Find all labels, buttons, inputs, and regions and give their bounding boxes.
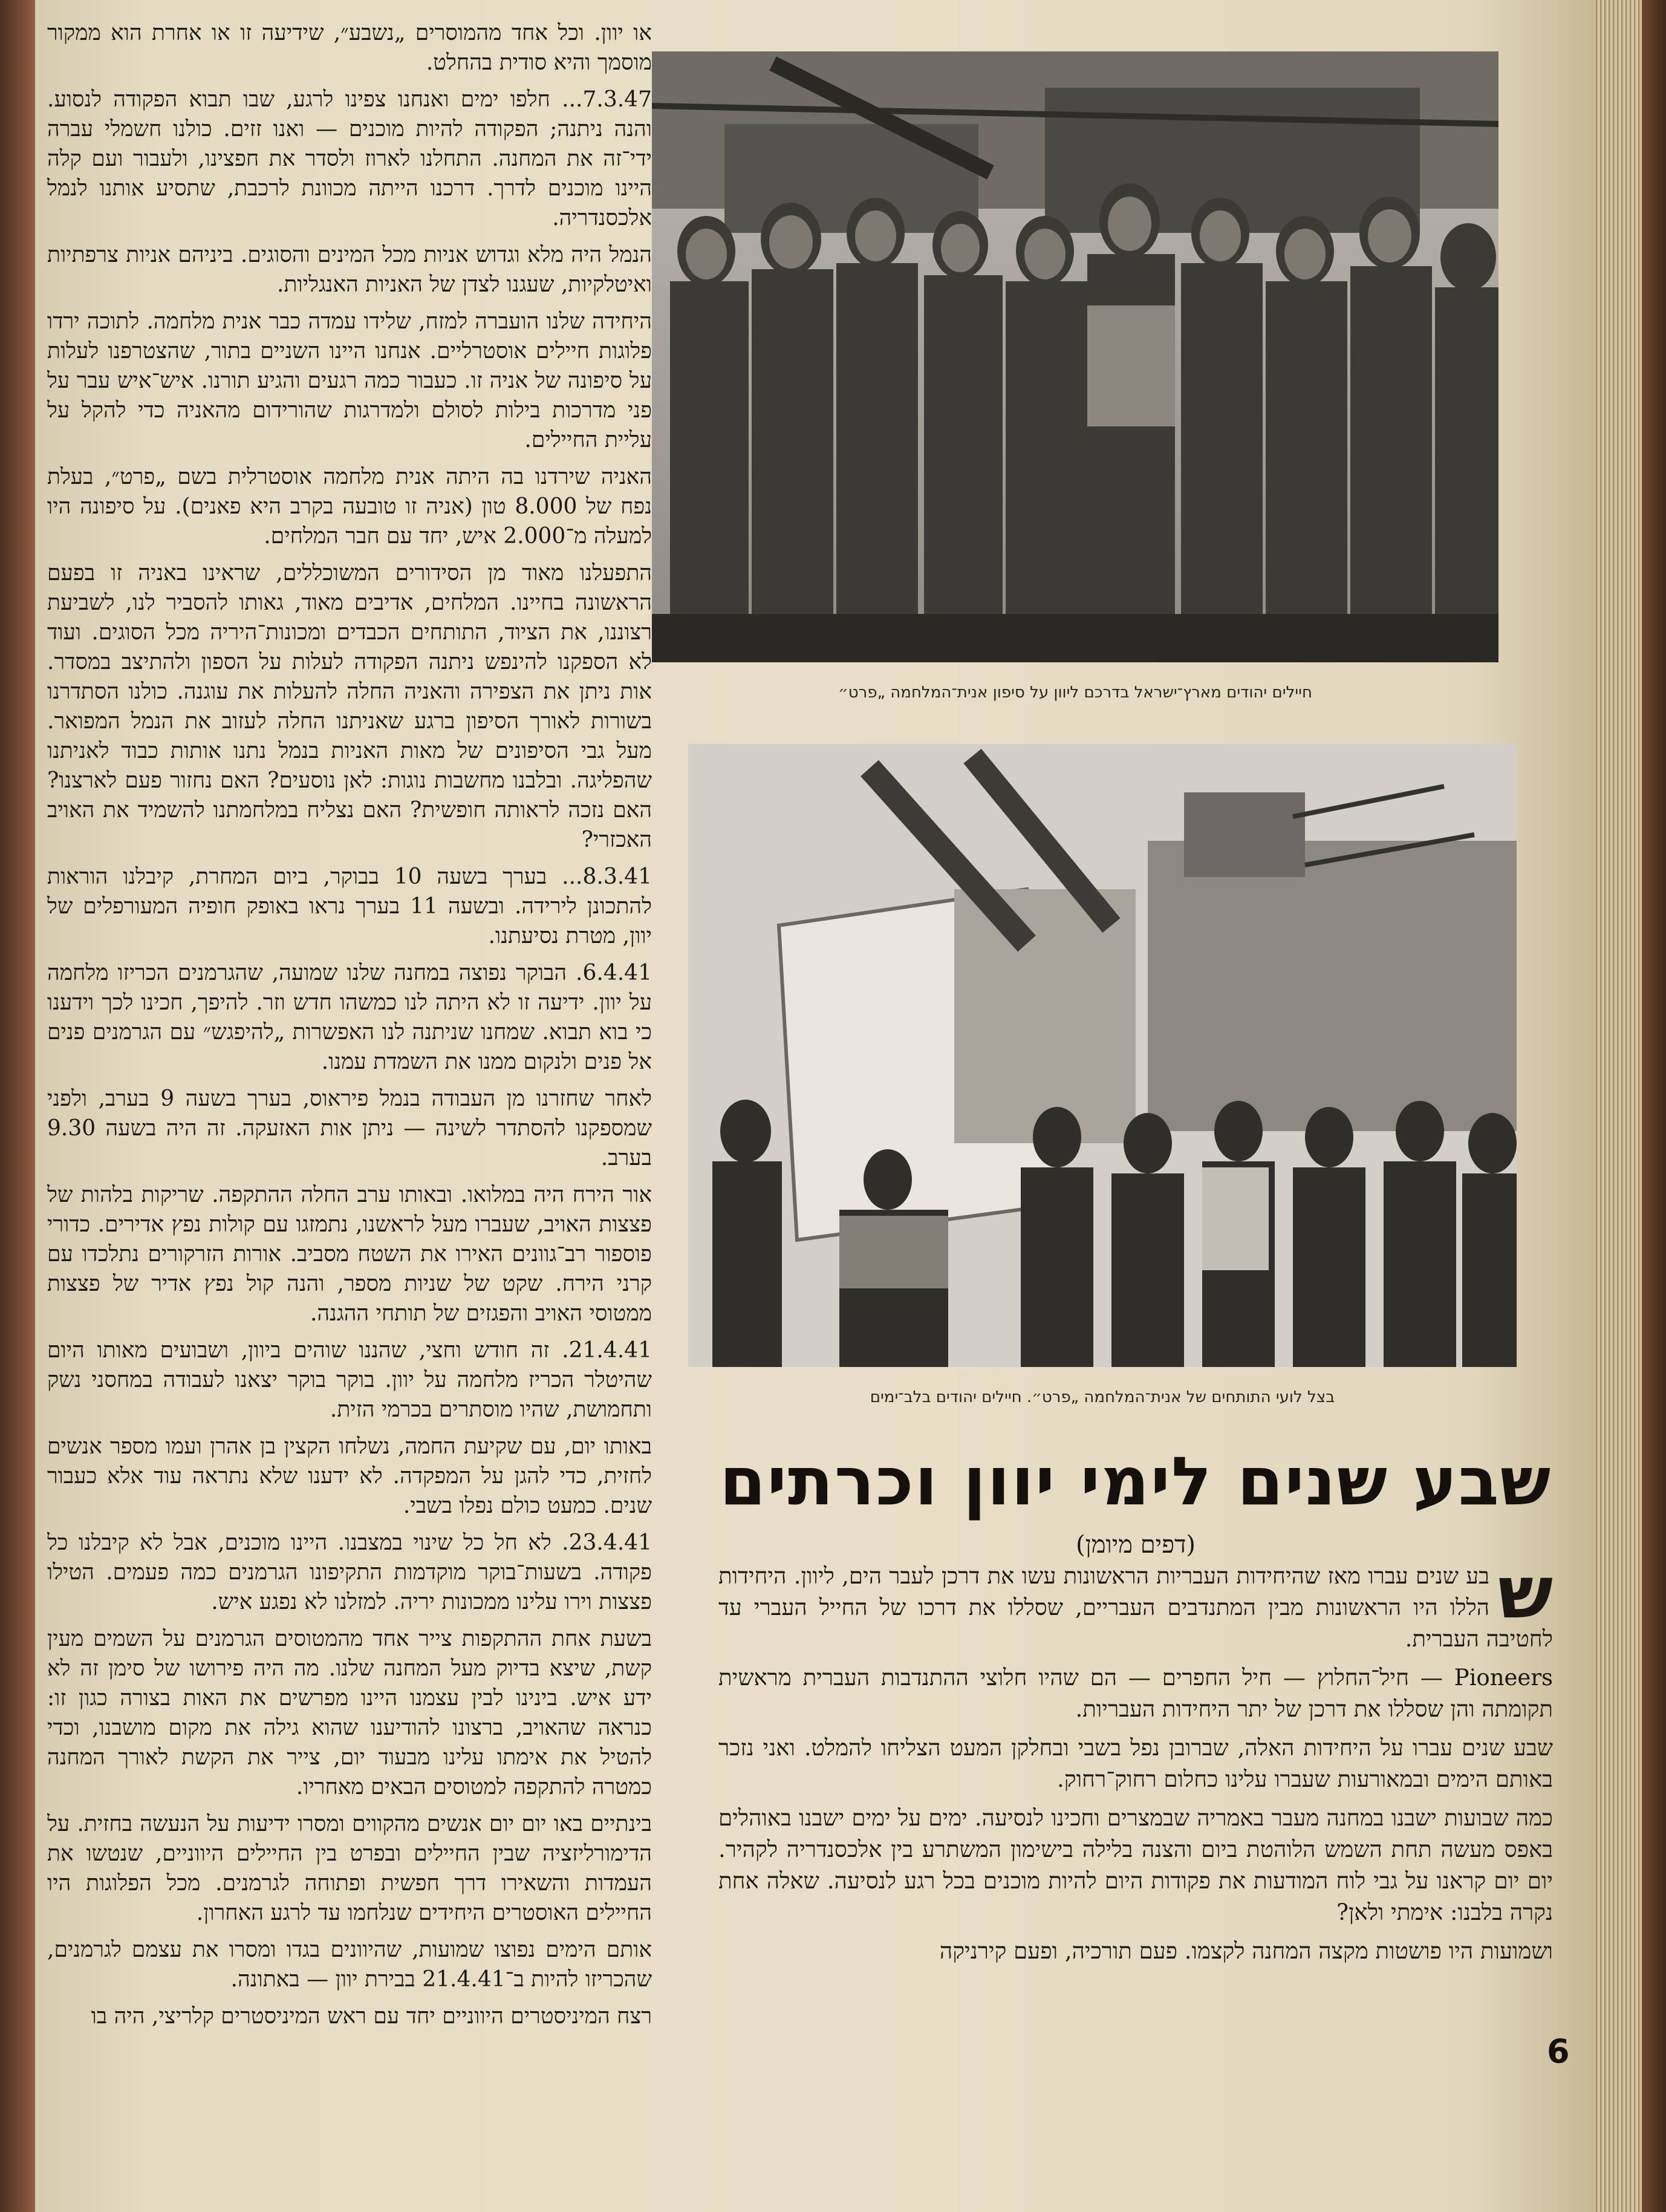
drop-cap: ש (1498, 1561, 1553, 1635)
intro-paragraph: Pioneers — חיל־החלוץ — חיל החפרים — הם שהיו חלוצי ההתנדבות העברית מראשית תקומתה והן שסללו את דרכן של יתר היחידות העבריות. (718, 1665, 1553, 1722)
page-number: 6 (1547, 2032, 1570, 2070)
intro-paragraph: כמה שבועות ישבנו במחנה מעבר באמריה שבמצרים וחכינו לנסיעה. ימים על ימים ישבנו באוהלים באפס מעשה תחת השמש הלוהטת ביום והצנה בלילה בישימון המשתרע בין אלכסנדריה לקהיר. יום יום קראנו על גבי לוח המודעות את פקודות היום להיות מוכנים בכל רגע לנסיעה. שאלה אחת נקרה בלבנו: אימתי ולאן? (718, 1805, 1553, 1925)
diary-paragraph: 7.3.47... חלפו ימים ואנחנו צפינו לרגע, שבו תבוא הפקודה לנסוע. והנה ניתנה; הפקודה להיות מוכנים — ואנו זזים. כולנו חשמלי עברה ידי־זה את המחנה. התחלנו לארוז ולסדר את חפצינו, ולעבור ועם קלה היינו מוכנים לדרך. דרכנו הייתה מכוונת לרכבת, שתסיע אותנו לנמל אלכסנדריה. (47, 87, 652, 230)
diary-paragraph: 8.3.41... בערך בשעה 10 בבוקר, ביום המחרת, קיבלנו הוראות להתכונן לירידה. ובשעה 11 בערך נראו באופק חופיה המעורפלים של יוון, מטרת נסיעתנו. (47, 864, 652, 948)
diary-paragraph: היחידה שלנו הועברה למזח, שלידו עמדה כבר אנית מלחמה. לתוכה ירדו פלוגות חיילים אוסטרליים. אנחנו היינו השניים בתור, שהצטרפנו לעלות על סיפונה של אניה זו. כעבור כמה רגעים והגיע תורנו. איש־איש עבר על פני מדרכות בילות לסולם ולמדרגות שהורידום מהאניה כדי להקל על עליית החיילים. (47, 309, 652, 452)
diary-paragraph: רצח המיניסטרים היווניים יחד עם ראש המיניסטרים קלריצי, היה בו (91, 2004, 652, 2029)
diary-paragraph: האניה שירדנו בה היתה אנית מלחמה אוסטרלית בשם „פרט״, בעלת נפח של 8.000 טון (אניה זו טובעה בקרב היא פאנים). על סיפונה היו למעלה מ־2.000 איש, יחד עם חבר המלחים. (47, 465, 652, 549)
diary-paragraph: באותו יום, עם שקיעת החמה, נשלחו הקצין בן אהרן ועמו מספר אנשים לחזית, כדי להגן על המפקדה. לא ידענו שלא נתראה עוד אלא כעבור שנים. כמעט כולם נפלו בשבי. (47, 1434, 652, 1518)
intro-paragraph: ושמועות היו פושטות מקצה המחנה לקצמו. פעם תורכיה, ופעם קירניקה (939, 1938, 1553, 1964)
diary-paragraph: אור הירח היה במלואו. ובאותו ערב החלה ההתקפה. שריקות בלהות של פצצות האויב, שעברו מעל לראשנו, נתמזגו עם קולות נפץ אדירים. כדורי פוספור רב־גוונים האירו את השטח מסביב. אורות הזרקורים נתלכדו עם קרני הירח. שקט של שניות מספר, והנה קול נפץ אדיר של פצצות ממטוסי האויב והפגזים של תותחי ההגנה. (47, 1183, 652, 1326)
diary-paragraph: או יוון. וכל אחד מהמוסרים „נשבע״, שידיעה זו או אחרת הוא ממקור מוסמך והיא סודית בהחלט. (47, 21, 652, 75)
diary-paragraph: התפעלנו מאוד מן הסידורים המשוכללים, שראינו באניה זו בפעם הראשונה בחיינו. המלחים, אדיבים מאוד, גאותו להסביר לנו, לשביעת רצוננו, את הציוד, התותחים הכבדים ומכונות־היריה מכל הסוגים. ועוד לא הספקנו להינפש ניתנה הפקודה לעלות על הספון ולהתיצב במסדר. אות ניתן את הצפירה והאניה החלה להעלות את עוגנה. כולנו הסתדרנו בשורות לאורך הסיפון ברגע שאניתנו החלה לעזוב את הנמל המפואר. מעל גבי הסיפונים של מאות האניות בנמל נתנו אותות כבוד לאניתנו שהפליגה. ובלבנו מחשבות נוגות: לאן נוסעים? האם נחזור פעם לארצנו? האם נזכה לראותה חופשית? האם נצליח במלחמתנו להשמיד את האויב האכזרי? (47, 561, 652, 852)
diary-paragraph: לאחר שחזרנו מן העבודה בנמל פיראוס, בערך בשעה 9 בערב, ולפני שמספקנו להסתדר לשינה — ניתן אות האזעקה. זה היה בשעה 9.30 בערב. (47, 1086, 652, 1170)
diary-paragraph: בשעת אחת ההתקפות צייר אחד מהמטוסים הגרמנים על השמים מעין קשת, שיצא בדיוק מעל המחנה שלנו. מה היה פירושו של סימן זה לא ידע איש. בינינו לבין עצמנו היינו מפרשים את האות בצורה כגון זו: כנראה שהאויב, ברצונו להודיענו שהוא גילה את מקום מושבנו, וכדי להטיל את אימתו עלינו מבעוד יום, צייר את הקשת לאורך המחנה כמטרה להתקפה למטוסים הבאים מאחריו. (47, 1626, 652, 1799)
diary-paragraph: הנמל היה מלא וגדוש אניות מכל המינים והסוגים. ביניהם אניות צרפתיות ואיטלקיות, שעגנו לצדן של האניות האנגליות. (47, 243, 652, 297)
intro-column (718, 1561, 1553, 2178)
intro-paragraph (718, 1561, 1553, 1655)
diary-paragraph: 6.4.41. הבוקר נפוצה במחנה שלנו שמועה, שהגרמנים הכריזו מלחמה על יוון. ידיעה זו לא היתה לנו כמשהו חדש וזר. להיפך, חכינו לכך וידענו כי בוא תבוא. שמחנו שניתנה לנו האפשרות „להיפגש״ עם הגרמנים פנים אל פנים ולנקום ממנו את השמדת עמנו. (47, 961, 652, 1074)
book-binding (1642, 0, 1666, 2212)
article-headline: שבע שנים לימי יוון וכרתים (719, 1443, 1552, 1520)
top-photo-caption: חיילים יהודים מארץ־ישראל בדרכם ליוון על סיפון אנית־המלחמה „פרט״ (838, 684, 1312, 702)
intro-paragraph: שבע שנים עברו על היחידות האלה, שברובן נפל בשבי ובחלקן המעט הצליחו להמלט. ואני נזכר באותם הימים ובמאורעות שעברו עלינו כחלום רחוק־רחוק. (718, 1735, 1553, 1792)
diary-column (47, 18, 652, 2147)
newspaper-page (35, 0, 1595, 2212)
bottom-photo-caption: בצל לועי התותחים של אנית־המלחמה „פרט״. חיילים יהודים בלב־ימים (870, 1388, 1335, 1406)
intro-paragraph-text: בע שנים עברו מאז שהיחידות העבריות הראשונות עשו את דרכן לעבר הים, ליוון. היחידות הללו היו הראשונות מבין המתנדבים העבריים, שסללו את דרכו של החייל העברי עד לחטיבה העברית. (718, 1563, 1553, 1652)
soldiers-on-deck-photo (652, 51, 1498, 662)
diary-paragraph: בינתיים באו יום יום אנשים מהקווים ומסרו ידיעות על הנעשה בחזית. על הדימורליזציה שבין החיילים ובפרט בין החיילים היווניים, שנטשו את העמדות והשאירו דרך חפשית ופתוחה לגרמנים. מכל הפלוגות היו החיילים האוסטרים היחידים שנלחמו עד לרגע האחרון. (47, 1812, 652, 1925)
diary-paragraph: 21.4.41. זה חודש וחצי, שהננו שוהים ביוון, ושבועים מאותו היום שהיטלר הכריז מלחמה על יוון. בוקר בוקר יצאנו לעבודה במחסני נשק ותחמושת, שהיו מוסתרים בכרמי הזית. (47, 1338, 652, 1422)
diary-paragraph: 23.4.41. לא חל כל שינוי במצבנו. היינו מוכנים, אבל לא קיבלנו כל פקודה. בשעות־בוקר מוקדמות התקיפונו הגרמנים כמה פעמים. הטילו פצצות וירו עלינו ממכונות יריה. למזלנו לא נפגע איש. (47, 1530, 652, 1614)
ship-guns-photo (688, 744, 1517, 1367)
article-subheading: (דפים מיומן) (1076, 1531, 1196, 1559)
diary-paragraph: אותם הימים נפוצו שמועות, שהיוונים בגדו ומסרו את עצמם לגרמנים, שהכריזו להיות ב־21.4.41 בבירת יוון — באתונה. (47, 1937, 652, 1992)
